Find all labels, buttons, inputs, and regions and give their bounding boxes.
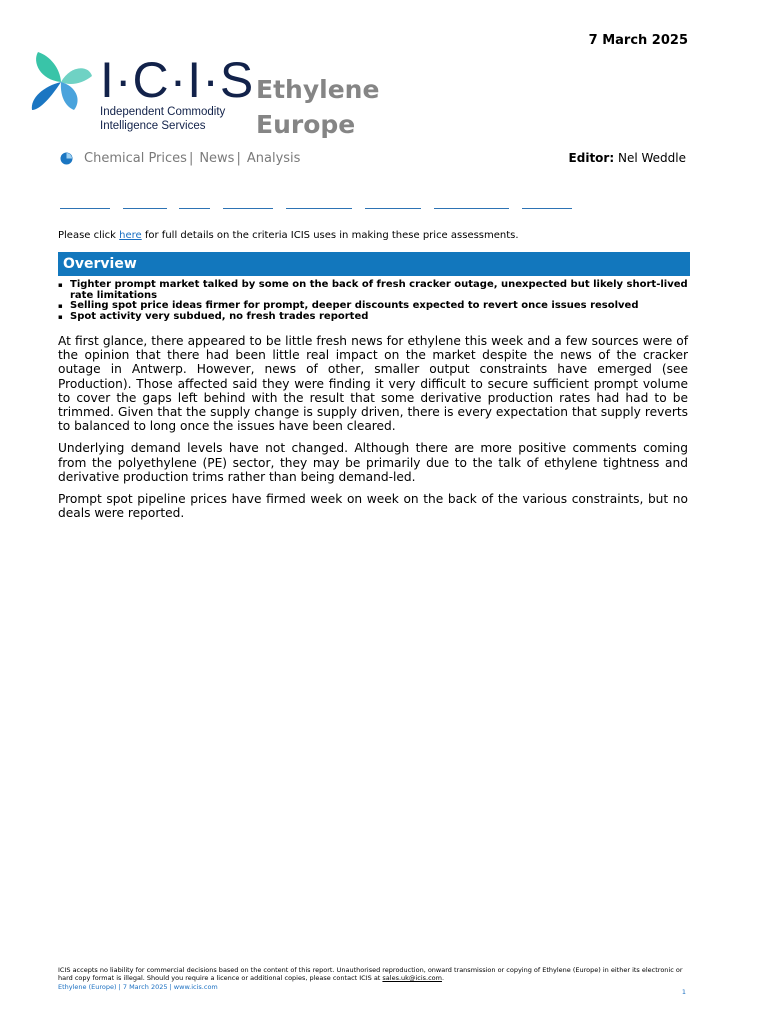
product-title-line1: Ethylene [256,75,380,104]
nav-separator: | [188,151,194,166]
section-link[interactable] [179,208,210,209]
nav-separator: | [236,151,241,166]
disclaimer-text: ICIS accepts no liability for commercial decisions based on the content of this report. Unauthorised reproduction, onward transmission or copying of Ethylene (Europe) in either its electronic or hard copy format is illegal. Should you require a licence or additional copies, please contact ICIS at [58,966,683,982]
section-link[interactable] [286,208,352,209]
overview-body [58,334,688,528]
body-paragraph: Underlying demand levels have not changed. Although there are more positive comments coming from the polyethylene (PE) sector, they may be primarily due to the talk of ethylene tightness and derivative production trims rather than being demand-led. [58,441,688,484]
section-link[interactable] [522,208,572,209]
criteria-note [58,230,519,241]
page-number: 1 [681,988,686,996]
editor-credit [569,151,686,165]
footer-disclaimer [58,966,690,982]
section-links-bar [60,208,580,210]
list-item: ▪ Tighter prompt market talked by some on the back of fresh cracker outage, unexpected but likely short-lived rate limitations [58,280,688,301]
product-title [256,72,379,142]
body-paragraph: At first glance, there appeared to be little fresh news for ethylene this week and a few sources were of the opinion that there had been little real impact on the market despite the news of the cracker outage in Antwerp. However, news of other, smaller output constraints have emerged (see Production). Those affected said they were finding it very difficult to secure sufficient prompt volume to cover the gaps left behind with the result that some derivative production rates had had to be trimmed. Given that the supply change is supply driven, there is every expectation that supply reverts to balanced to long once the issues have been cleared. [58,334,688,434]
brand-subtitle-line1: Independent Commodity [100,106,226,118]
editor-label: Editor: [568,151,615,165]
icis-logo-icon [30,50,92,114]
nav-item-analysis[interactable]: Analysis [246,151,301,166]
brand-mark: I·C·I·S [100,52,255,108]
nav-item-chemical-prices[interactable]: Chemical Prices [84,151,187,166]
nav-item-news[interactable]: News [199,151,235,166]
section-link[interactable] [365,208,421,209]
footer-publication: Ethylene (Europe) | 7 March 2025 | www.icis.com [58,983,218,991]
sales-email-link[interactable]: sales.uk@icis.com [382,974,442,982]
section-nav [60,151,300,166]
criteria-link[interactable]: here [119,230,142,241]
list-item: ▪ Spot activity very subdued, no fresh trades reported [58,312,688,323]
list-item: ▪ Selling spot price ideas firmer for prompt, deeper discounts expected to revert once issues resolved [58,301,688,312]
overview-bullets [58,280,688,322]
icis-brand [100,52,255,132]
body-paragraph: Prompt spot pipeline prices have firmed week on week on the back of the various constraints, but no deals were reported. [58,492,688,521]
section-link[interactable] [123,208,167,209]
report-date: 7 March 2025 [588,33,688,48]
editor-name: Nel Weddle [617,151,686,165]
section-link[interactable] [60,208,110,209]
product-title-line2: Europe [256,110,356,139]
brand-subtitle-line2: Intelligence Services [100,120,206,132]
overview-heading: Overview [58,252,690,276]
section-link[interactable] [434,208,509,209]
section-link[interactable] [223,208,273,209]
globe-bullet-icon [60,152,73,165]
criteria-note-prefix: Please click [58,230,120,241]
criteria-note-suffix: for full details on the criteria ICIS uses in making these price assessments. [141,230,519,241]
disclaimer-end: . [441,974,445,982]
